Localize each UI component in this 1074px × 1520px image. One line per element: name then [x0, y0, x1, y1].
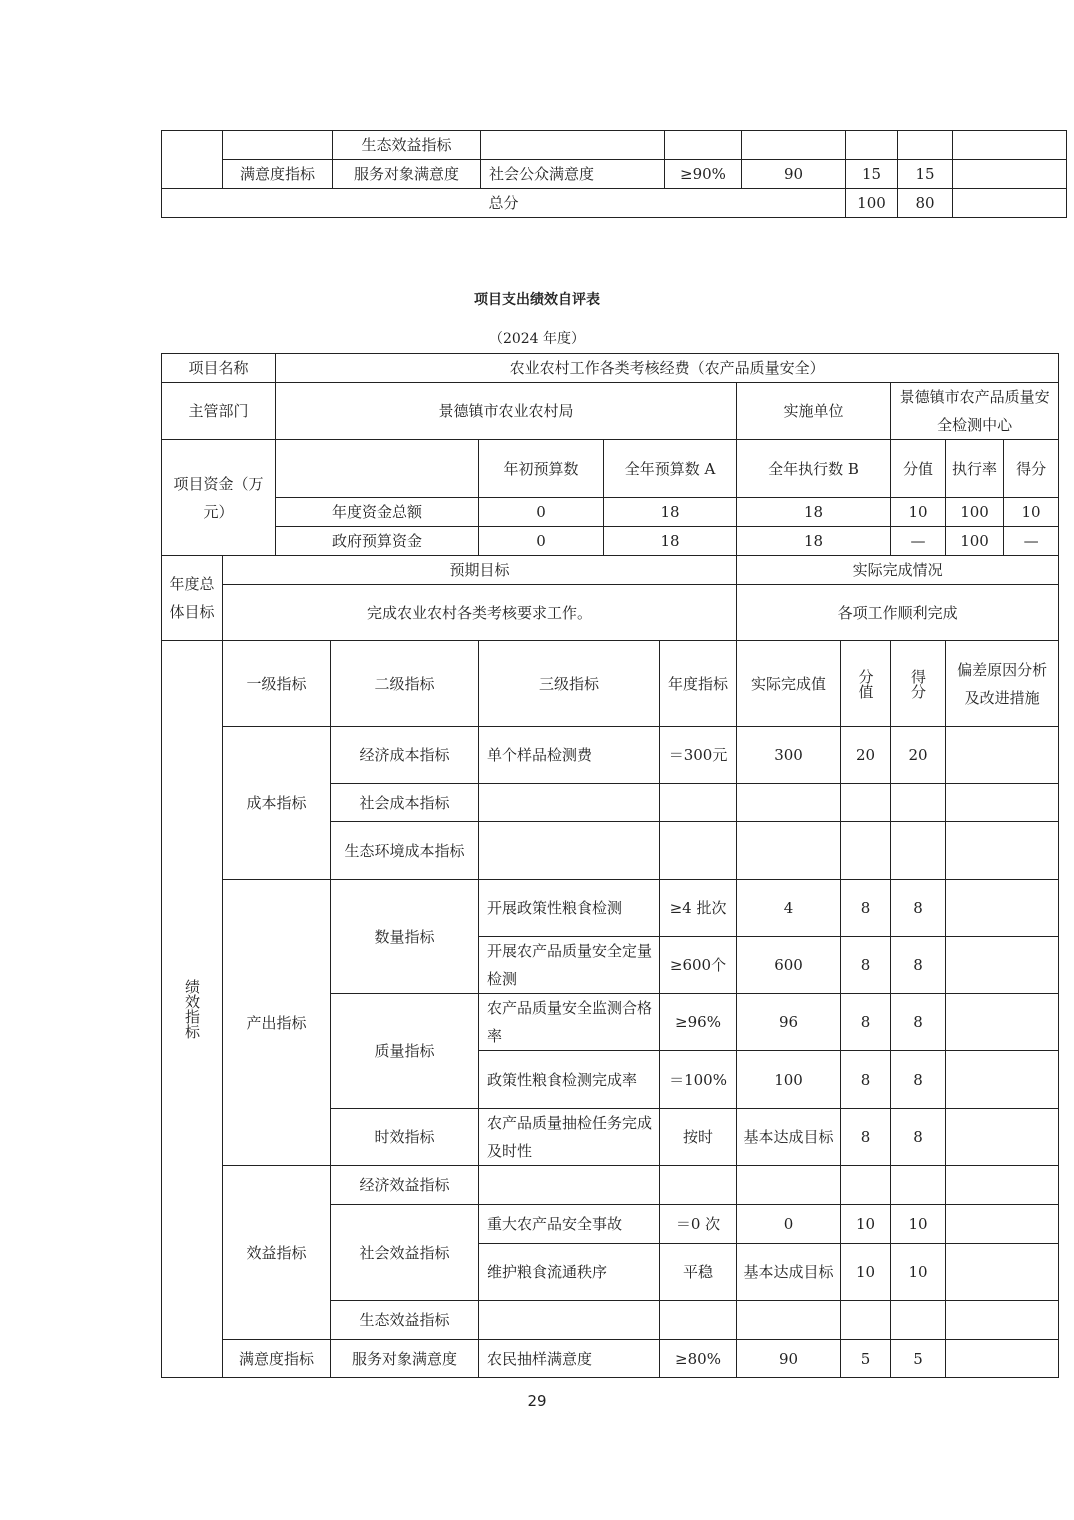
table-cell — [946, 1340, 1059, 1378]
table-cell: 8 — [891, 994, 946, 1051]
table-cell: 100 — [946, 527, 1004, 556]
table-row — [162, 383, 1059, 440]
table-cell: 10 — [891, 498, 946, 527]
table-cell: 三级指标 — [479, 641, 660, 727]
table-cell: 18 — [604, 498, 737, 527]
table-cell: 一级指标 — [223, 641, 331, 727]
table-cell: 得分 — [1004, 440, 1059, 498]
table-cell: ＝100% — [660, 1051, 737, 1109]
table-cell — [946, 994, 1059, 1051]
table-cell: 效益指标 — [223, 1166, 331, 1340]
table-cell — [841, 1301, 891, 1340]
table-cell: 18 — [737, 527, 891, 556]
table-cell: 全年执行数 B — [737, 440, 891, 498]
table-cell — [891, 1166, 946, 1205]
table-row — [162, 160, 1067, 189]
table-cell — [891, 822, 946, 880]
table-cell: ≥4 批次 — [660, 880, 737, 937]
table-cell: 10 — [891, 1244, 946, 1301]
table-cell — [660, 1301, 737, 1340]
table-cell: 农产品质量安全监测合格率 — [479, 994, 660, 1051]
table-title: 项目支出绩效自评表 — [474, 292, 600, 308]
table-row — [162, 585, 1059, 641]
table-row — [162, 880, 1059, 937]
table-row — [162, 189, 1067, 218]
table-cell: 100 — [946, 498, 1004, 527]
table-cell: 政府预算资金 — [276, 527, 479, 556]
table-cell: 项目资金（万元） — [162, 440, 276, 556]
table-cell: 服务对象满意度 — [331, 1340, 479, 1378]
table-cell — [946, 1301, 1059, 1340]
table-cell: 90 — [737, 1340, 841, 1378]
table-cell — [660, 822, 737, 880]
table-cell: ≥600个 — [660, 937, 737, 994]
table-cell: 分值 — [841, 641, 891, 727]
table-cell: 8 — [891, 1109, 946, 1166]
table-cell — [891, 784, 946, 822]
table-cell — [737, 822, 841, 880]
table-cell: 满意度指标 — [223, 160, 333, 189]
table-cell: 开展政策性粮食检测 — [479, 880, 660, 937]
table-cell: 300 — [737, 727, 841, 784]
table-cell: 社会效益指标 — [331, 1205, 479, 1301]
table-row — [162, 1340, 1059, 1378]
table-row — [162, 498, 1059, 527]
table-cell: 100 — [846, 189, 898, 218]
table-cell — [953, 131, 1067, 160]
table-cell: 各项工作顺利完成 — [737, 585, 1059, 641]
table-cell: 10 — [841, 1244, 891, 1301]
table-cell — [898, 131, 953, 160]
table-cell: ≥90% — [665, 160, 742, 189]
table-cell: 偏差原因分析及改进措施 — [946, 641, 1059, 727]
table-cell: 8 — [841, 1109, 891, 1166]
table-cell — [665, 131, 742, 160]
table-cell: 成本指标 — [223, 727, 331, 880]
table-cell — [841, 1166, 891, 1205]
table-cell — [946, 1205, 1059, 1244]
table-cell: 总分 — [162, 189, 846, 218]
table-cell: ≥80% — [660, 1340, 737, 1378]
table-cell: 8 — [841, 880, 891, 937]
table-cell: 按时 — [660, 1109, 737, 1166]
table-cell: 重大农产品安全事故 — [479, 1205, 660, 1244]
table-cell — [481, 131, 665, 160]
table-cell — [737, 1166, 841, 1205]
table-cell — [946, 1051, 1059, 1109]
table-cell: 基本达成目标 — [737, 1109, 841, 1166]
table-cell: 生态效益指标 — [333, 131, 481, 160]
table-cell: 平稳 — [660, 1244, 737, 1301]
table-cell: 8 — [891, 880, 946, 937]
table-cell: 农民抽样满意度 — [479, 1340, 660, 1378]
table-cell: 农产品质量抽检任务完成及时性 — [479, 1109, 660, 1166]
table-cell — [479, 1166, 660, 1205]
table-cell: 15 — [846, 160, 898, 189]
table-cell: 景德镇市农产品质量安全检测中心 — [891, 383, 1059, 440]
table-cell: 实施单位 — [737, 383, 891, 440]
table-cell: 社会公众满意度 — [481, 160, 665, 189]
table-cell — [479, 784, 660, 822]
table-cell — [841, 784, 891, 822]
table-cell: 90 — [742, 160, 846, 189]
table-cell — [841, 822, 891, 880]
table-cell: 实际完成情况 — [737, 556, 1059, 585]
table-cell: 年度总体目标 — [162, 556, 223, 641]
table-cell: 生态效益指标 — [331, 1301, 479, 1340]
table-row — [162, 556, 1059, 585]
table-row — [162, 354, 1059, 383]
table-cell: 18 — [604, 527, 737, 556]
table-cell: 20 — [891, 727, 946, 784]
table-cell: 年初预算数 — [479, 440, 604, 498]
previous-table-continuation — [161, 130, 1067, 218]
table-cell — [223, 131, 333, 160]
table-cell: ＝0 次 — [660, 1205, 737, 1244]
table-cell — [946, 880, 1059, 937]
table-cell — [953, 160, 1067, 189]
table-cell: 景德镇市农业农村局 — [276, 383, 737, 440]
table-cell: 二级指标 — [331, 641, 479, 727]
table-row — [162, 1166, 1059, 1205]
table-row — [162, 527, 1059, 556]
table-cell: 政策性粮食检测完成率 — [479, 1051, 660, 1109]
table-cell: 20 — [841, 727, 891, 784]
table-cell: 完成农业农村各类考核要求工作。 — [223, 585, 737, 641]
table-cell — [946, 937, 1059, 994]
table-cell: 产出指标 — [223, 880, 331, 1166]
table-cell: 10 — [891, 1205, 946, 1244]
table-cell: 8 — [891, 1051, 946, 1109]
table-cell: 服务对象满意度 — [333, 160, 481, 189]
table-cell — [479, 822, 660, 880]
table-cell: 数量指标 — [331, 880, 479, 994]
table-cell: 0 — [479, 498, 604, 527]
table-cell: 单个样品检测费 — [479, 727, 660, 784]
table-cell: 5 — [841, 1340, 891, 1378]
table-cell: 100 — [737, 1051, 841, 1109]
table-cell: 4 — [737, 880, 841, 937]
table-cell: ≥96% — [660, 994, 737, 1051]
table-cell: 项目名称 — [162, 354, 276, 383]
table-row — [162, 641, 1059, 727]
table-cell: 8 — [841, 1051, 891, 1109]
table-cell: 质量指标 — [331, 994, 479, 1109]
table-cell: 10 — [1004, 498, 1059, 527]
table-cell — [660, 1166, 737, 1205]
table-cell: — — [891, 527, 946, 556]
table-cell: 生态环境成本指标 — [331, 822, 479, 880]
table-cell: 维护粮食流通秩序 — [479, 1244, 660, 1301]
table-cell — [479, 1301, 660, 1340]
table-cell: 0 — [479, 527, 604, 556]
table-cell: 基本达成目标 — [737, 1244, 841, 1301]
table-cell: 时效指标 — [331, 1109, 479, 1166]
table-row — [162, 727, 1059, 784]
table-cell — [946, 1166, 1059, 1205]
table-cell: 15 — [898, 160, 953, 189]
table-cell: 分值 — [891, 440, 946, 498]
table-cell: 5 — [891, 1340, 946, 1378]
table-cell — [846, 131, 898, 160]
table-cell: 满意度指标 — [223, 1340, 331, 1378]
table-cell: 执行率 — [946, 440, 1004, 498]
table-cell: 8 — [841, 994, 891, 1051]
performance-self-evaluation-table — [161, 353, 1059, 1378]
table-cell: 得分 — [891, 641, 946, 727]
table-cell — [953, 189, 1067, 218]
table-cell — [737, 784, 841, 822]
table-cell: 年度资金总额 — [276, 498, 479, 527]
table-cell — [946, 822, 1059, 880]
page-number: 29 — [527, 1392, 547, 1410]
table-cell: ＝300元 — [660, 727, 737, 784]
table-cell: 96 — [737, 994, 841, 1051]
table-cell: 0 — [737, 1205, 841, 1244]
table-cell: 经济效益指标 — [331, 1166, 479, 1205]
table-cell: 社会成本指标 — [331, 784, 479, 822]
table-cell — [162, 131, 223, 189]
table-year: （2024 年度） — [488, 331, 586, 347]
table-cell: 主管部门 — [162, 383, 276, 440]
table-cell: 开展农产品质量安全定量检测 — [479, 937, 660, 994]
table-cell — [737, 1301, 841, 1340]
table-cell — [660, 784, 737, 822]
table-cell — [946, 784, 1059, 822]
table-cell: 农业农村工作各类考核经费（农产品质量安全） — [276, 354, 1059, 383]
table-cell — [946, 1244, 1059, 1301]
table-cell: 年度指标 — [660, 641, 737, 727]
table-cell — [742, 131, 846, 160]
table-cell — [946, 727, 1059, 784]
table-cell: 预期目标 — [223, 556, 737, 585]
table-cell: 经济成本指标 — [331, 727, 479, 784]
table-cell: — — [1004, 527, 1059, 556]
table-cell: 实际完成值 — [737, 641, 841, 727]
table-cell: 全年预算数 A — [604, 440, 737, 498]
table-cell: 8 — [891, 937, 946, 994]
table-cell: 600 — [737, 937, 841, 994]
table-cell — [276, 440, 479, 498]
table-cell: 10 — [841, 1205, 891, 1244]
table-cell — [891, 1301, 946, 1340]
table-cell — [946, 1109, 1059, 1166]
table-row — [162, 131, 1067, 160]
table-cell: 绩效指标 — [162, 641, 223, 1378]
table-cell: 8 — [841, 937, 891, 994]
table-cell: 18 — [737, 498, 891, 527]
table-row — [162, 440, 1059, 498]
table-cell: 80 — [898, 189, 953, 218]
